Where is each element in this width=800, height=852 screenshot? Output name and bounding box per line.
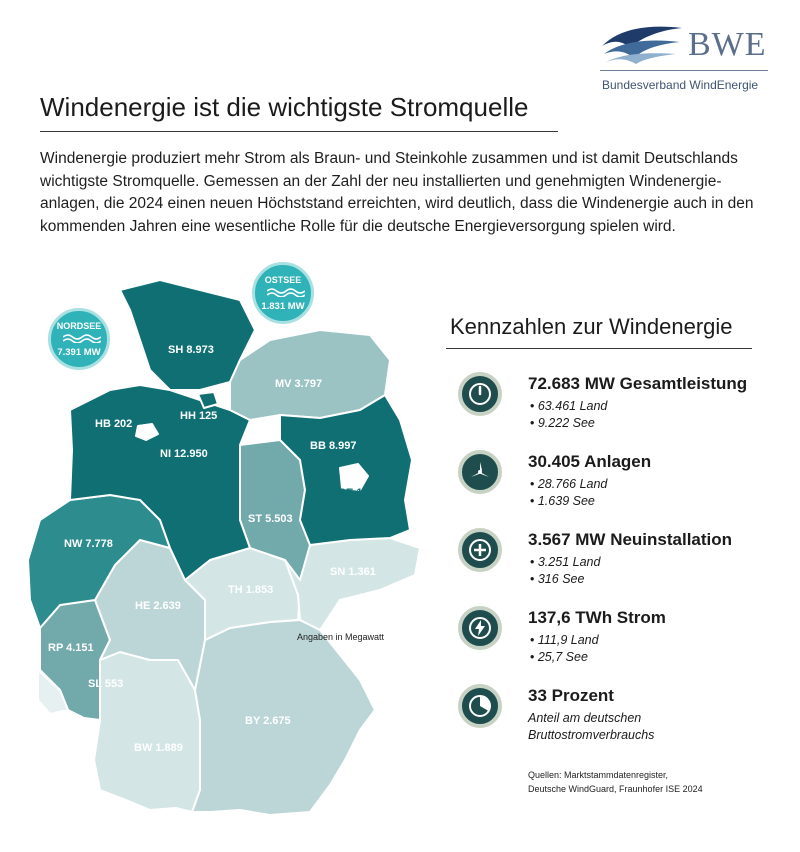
nordsee-name: NORDSEE (56, 321, 102, 331)
sources-line: Deutsche WindGuard, Fraunhofer ISE 2024 (528, 784, 703, 794)
label-sl: SL 553 (88, 678, 124, 690)
label-sh: SH 8.973 (168, 344, 214, 356)
label-bw: BW 1.889 (134, 742, 183, 754)
title-divider (40, 131, 558, 132)
bwe-wing-icon (600, 22, 684, 66)
detail-land: • 3.251 Land (530, 554, 600, 571)
kennzahl-details (530, 632, 599, 666)
label-bb: BB 8.997 (310, 440, 357, 452)
kennzahl-headline: 72.683 MW Gesamtleistung (528, 374, 748, 393)
kennzahlen-divider (446, 348, 752, 349)
detail-land: • 28.766 Land (530, 476, 607, 493)
wave-icon (63, 333, 101, 343)
kennzahl-description: Anteil am deutschen Bruttostromverbrauchs (528, 711, 655, 742)
label-ni: NI 12.950 (160, 448, 208, 460)
label-hh: HH 125 (180, 410, 218, 422)
detail-see: • 1.639 See (530, 493, 607, 510)
state-bw (94, 652, 200, 812)
label-st: ST 5.503 (248, 513, 293, 525)
pie-chart-icon (458, 684, 502, 728)
ostsee-value: 1.831 MW (261, 301, 305, 312)
lightning-icon (458, 606, 502, 650)
label-hb: HB 202 (95, 418, 133, 430)
kennzahl-headline: 30.405 Anlagen (528, 452, 652, 471)
plus-icon (458, 528, 502, 572)
label-sn: SN 1.361 (330, 566, 376, 578)
detail-land: • 111,9 Land (530, 632, 599, 649)
detail-see: • 9.222 See (530, 415, 607, 432)
nordsee-badge (48, 308, 110, 370)
kennzahlen-title: Kennzahlen zur Windenergie (450, 314, 733, 339)
sources-line: Quellen: Marktstammdatenregister, (528, 770, 669, 780)
label-mv: MV 3.797 (275, 378, 323, 390)
ostsee-badge (252, 262, 314, 324)
kennzahl-details (530, 398, 607, 432)
sources (528, 768, 768, 796)
kennzahl-details (530, 476, 607, 510)
logo-subtitle: Bundesverband WindEnergie (602, 78, 759, 92)
ostsee-name: OSTSEE (264, 275, 302, 285)
kennzahl-headline: 137,6 TWh Strom (528, 608, 666, 627)
wave-icon (267, 287, 305, 297)
label-th: TH 1.853 (228, 584, 274, 596)
kennzahl-headline: 33 Prozent (528, 686, 614, 705)
label-rp: RP 4.151 (48, 642, 94, 654)
label-be: BE 17 (338, 487, 369, 499)
kennzahl-headline: 3.567 MW Neuinstallation (528, 530, 733, 549)
label-by: BY 2.675 (245, 715, 291, 727)
intro-text: Windenergie produziert mehr Strom als Braun- und Steinkohle zusammen und ist damit Deutschlands wichtigste Stromquelle. Gemessen an der Zahl der neu installierten und genehmigten Windenergie-anlagen, die 2024 einen neuen Höchststand erreichten, wird deutlich, dass die Windenergie auch in den kommenden Jahren eine wesentliche Rolle für die deutsche Energieversorgung spielen wird. (40, 150, 754, 235)
page-title: Windenergie ist die wichtigste Stromquelle (40, 92, 529, 122)
detail-see: • 25,7 See (530, 649, 599, 666)
detail-land: • 63.461 Land (530, 398, 607, 415)
label-he: HE 2.639 (135, 600, 181, 612)
nordsee-value: 7.391 MW (57, 347, 101, 358)
logo-name: BWE (688, 26, 767, 63)
logo-divider (600, 70, 768, 71)
gauge-icon (458, 372, 502, 416)
detail-see: • 316 See (530, 571, 600, 588)
bwe-logo (600, 22, 770, 94)
unit-note: Angaben in Megawatt (297, 632, 385, 642)
wind-turbine-icon (458, 450, 502, 494)
kennzahl-details (530, 554, 600, 588)
label-nw: NW 7.778 (64, 538, 113, 550)
